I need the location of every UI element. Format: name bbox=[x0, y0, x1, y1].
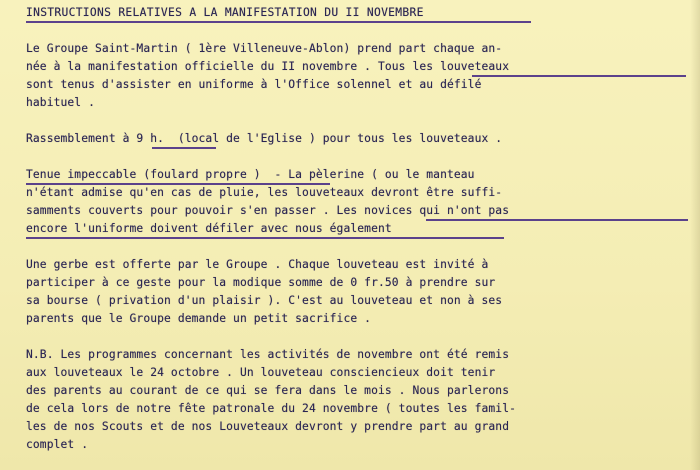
nb-line-4: de cela lors de notre fête patronale du 24 novembre ( toutes les famil- bbox=[26, 402, 516, 415]
nb-line-2: aux louveteaux le 24 octobre . Un louveteau consciencieux doit tenir bbox=[26, 366, 496, 379]
paragraph-4-line-3: sa bourse ( privation d'un plaisir ). C'est au louveteau et non à ses bbox=[26, 294, 503, 307]
underline-time bbox=[152, 147, 216, 149]
paragraph-4-line-4: parents que le Groupe demande un petit sacrifice . bbox=[26, 312, 372, 325]
assembly-line: Rassemblement à 9 h. (local de l'Eglise ) pour tous les louveteaux . bbox=[26, 132, 503, 145]
paragraph-4-line-2: participer à ce geste pour la modique somme de 0 fr.50 à prendre sur bbox=[26, 276, 496, 289]
paragraph-1-line-4: habituel . bbox=[26, 96, 96, 109]
underline-novices bbox=[426, 219, 688, 221]
underline-uniforme bbox=[26, 237, 504, 239]
paragraph-1-line-2: née à la manifestation officielle du II novembre . Tous les louveteaux bbox=[26, 60, 510, 73]
paragraph-3-line-1: Tenue impeccable (foulard propre ) - La pèlerine ( ou le manteau bbox=[26, 168, 475, 181]
page-edge-shadow bbox=[690, 0, 700, 470]
underline-louveteaux bbox=[472, 75, 686, 77]
document-title: INSTRUCTIONS RELATIVES A LA MANIFESTATION DU II NOVEMBRE bbox=[26, 6, 424, 19]
nb-line-6: complet . bbox=[26, 438, 89, 451]
nb-line-1: N.B. Les programmes concernant les activités de novembre ont été remis bbox=[26, 348, 510, 361]
title-underline bbox=[26, 21, 531, 23]
nb-line-5: les de nos Scouts et de nos Louveteaux devront y prendre part au grand bbox=[26, 420, 510, 433]
paragraph-3-line-4: encore l'uniforme doivent défiler avec nous également bbox=[26, 222, 392, 235]
paragraph-4-line-1: Une gerbe est offerte par le Groupe . Chaque louveteau est invité à bbox=[26, 258, 489, 271]
paragraph-1-line-3: sont tenus d'assister en uniforme à l'Office solennel et au défilé bbox=[26, 78, 482, 91]
paragraph-3-line-2: n'étant admise qu'en cas de pluie, les louveteaux devront être suffi- bbox=[26, 186, 503, 199]
paragraph-3-line-3: samments couverts pour pouvoir s'en passer . Les novices qui n'ont pas bbox=[26, 204, 510, 217]
paragraph-1-line-1: Le Groupe Saint-Martin ( 1ère Villeneuve-Ablon) prend part chaque an- bbox=[26, 42, 503, 55]
nb-line-3: des parents au courant de ce qui se fera dans le mois . Nous parlerons bbox=[26, 384, 510, 397]
